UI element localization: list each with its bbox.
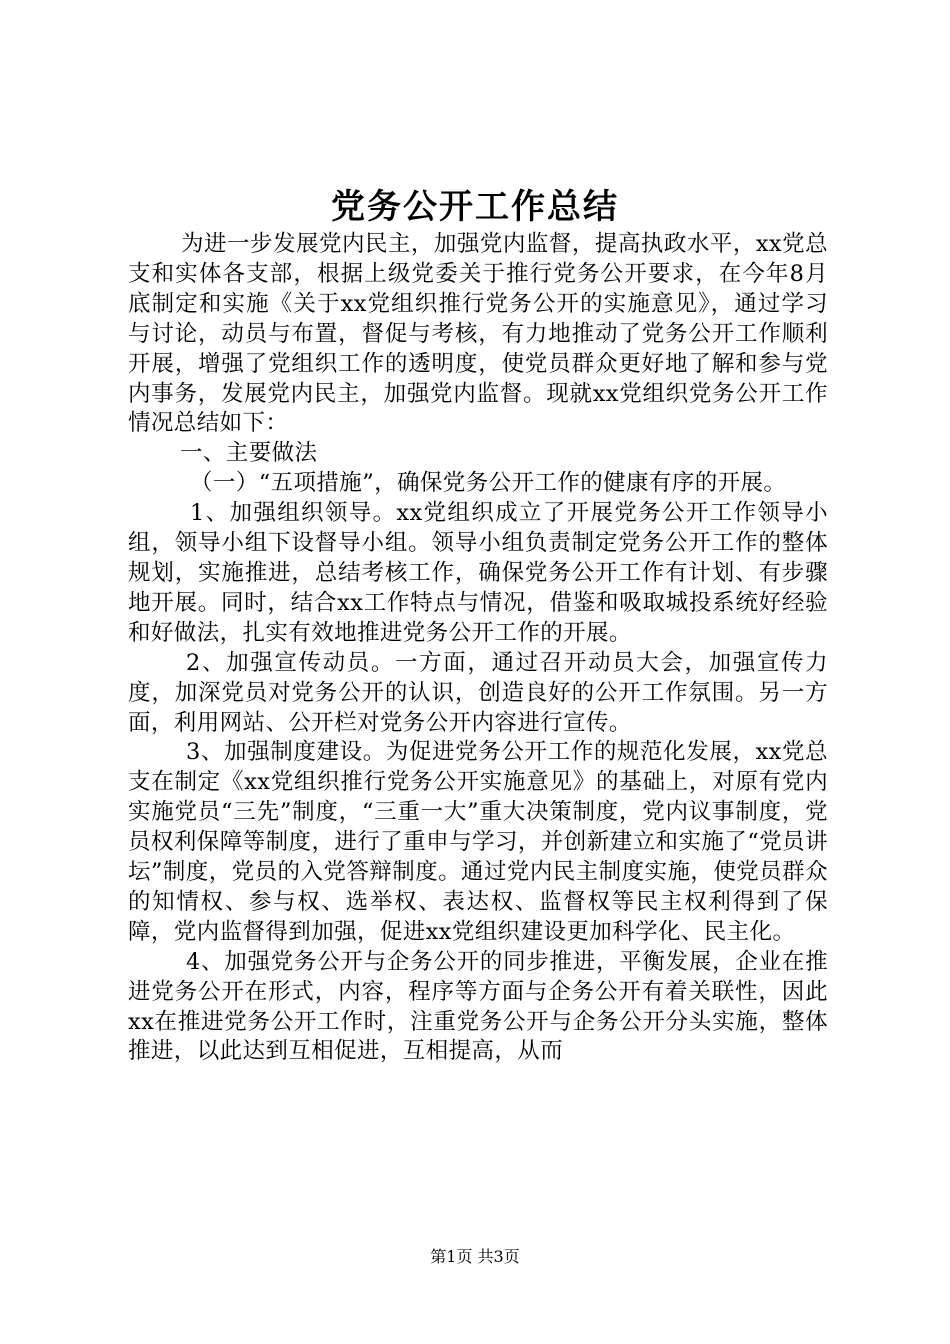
document-title: 党务公开工作总结 (331, 187, 619, 227)
page-footer: 第1页 共3页 (430, 1247, 520, 1266)
document-body (128, 230, 828, 1067)
subsection-heading-five-measures: （一）“五项措施”，确保党务公开工作的健康有序的开展。 (190, 470, 787, 497)
paragraph-item-4: 4、加强党务公开与企务公开的同步推进，平衡发展，企业在推进党务公开在形式，内容，程序等方面与企务公开有着关联性，因此xx在推进党务公开工作时，注重党务公开与企务公开分头实施，整体推进，以此达到互相促进，互相提高，从而 (128, 948, 828, 1065)
intro-paragraph: 为进一步发展党内民主，加强党内监督，提高执政水平，xx党总支和实体各支部，根据上级党委关于推行党务公开要求，在今年8月底制定和实施《关于xx党组织推行党务公开的实施意见》，通过学习与讨论，动员与布置，督促与考核，有力地推动了党务公开工作顺利开展，增强了党组织工作的透明度，使党员群众更好地了解和参与党内事务，发展党内民主，加强党内监督。现就xx党组织党务公开工作情况总结如下： (128, 231, 828, 437)
paragraph-item-1: 1、加强组织领导。xx党组织成立了开展党务公开工作领导小组，领导小组下设督导小组。领导小组负责制定党务公开工作的整体规划，实施推进，总结考核工作，确保党务公开工作有计划、有步骤地开展。同时，结合xx工作特点与情况，借鉴和吸取城投系统好经验和好做法，扎实有效地推进党务公开工作的开展。 (128, 500, 828, 646)
paragraph-item-2: 2、加强宣传动员。一方面，通过召开动员大会，加强宣传力度，加深党员对党务公开的认识，创造良好的公开工作氛围。另一方面，利用网站、公开栏对党务公开内容进行宣传。 (128, 649, 828, 736)
section-heading-main-methods: 一、主要做法 (180, 440, 318, 467)
paragraph-item-3: 3、加强制度建设。为促进党务公开工作的规范化发展，xx党总支在制定《xx党组织推行党务公开实施意见》的基础上，对原有党内实施党员“三先”制度，“三重一大”重大决策制度，党内议事制度，党员权利保障等制度，进行了重申与学习，并创新建立和实施了“党员讲坛”制度，党员的入党答辩制度。通过党内民主制度实施，使党员群众的知情权、参与权、选举权、表达权、监督权等民主权利得到了保障，党内监督得到加强，促进xx党组织建设更加科学化、民主化。 (128, 739, 828, 945)
